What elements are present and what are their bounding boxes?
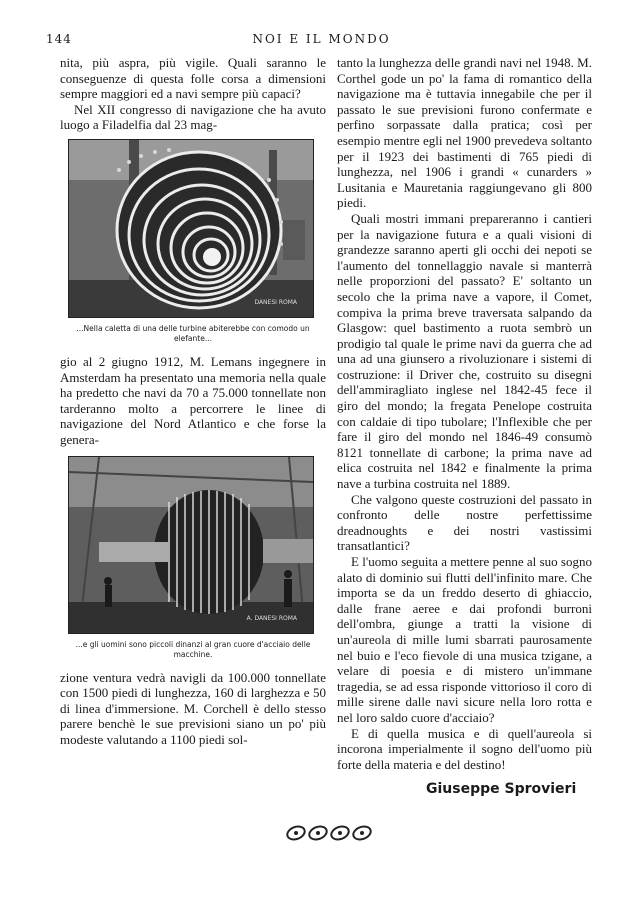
body-paragraph: Quali mostri immani prepareranno i cantieri per la navigazione futura e a quali visioni di grandezze saranno aperti gli occhi dei nepoti se l'aumento del tonnellaggio navale si manterrà nelle proporzioni del passato? E' soltanto un secolo che la prima nave a vapore, il Comet, compiva la prima breve traversata salpando da Glasgow: quel bastimento a ruota sembrò un prodigio tal quale le prime navi da guerra che ad una ad una giunsero a rivoluzionare i sistemi di costruzione: il Driver che, costruito su disegni dell'ammiragliato inglese nel 1842-45 fece il giro del mondo; la fregata Penelope costruita con caldaie di tipo tubolare; l'Inflexible che per fare il giro del mondo nel 1846-49 consumò 8121 tonnellate di carbone; la prima nave ad elica costruita nel 1842 e finalmente la prima nave a turbina costruita nel 1889. <box>337 210 592 492</box>
body-paragraph: tanto la lunghezza delle grandi navi nel 1948. M. Corthel gode un po' la fama di romantico della navigazione ma è tuttavia innegabile che per il passato le sue previsioni furono confermate e perfino sorpassate dalla pratica; così per esempio mentre egli nel 1900 prevedeva soltanto per il 1923 dei bastimenti di 765 piedi di lunghezza, nel 1906 i grandi « cunarders » Lusitania e Mauretania raggiungevano gli 800 piedi. <box>337 55 592 211</box>
photographer-credit: DANESI ROMA <box>254 299 297 307</box>
right-column <box>337 55 592 772</box>
turbine-casing-photo <box>68 139 314 318</box>
body-paragraph: E di quella musica e di quell'aureola si incorona imperialmente il sogno dell'uomo più forte della materia e del destino! <box>337 725 592 772</box>
body-paragraph: Che valgono queste costruzioni del passato in confronto delle nostre perfettissime dreadnoughts e dei nostri vastissimi transatlantici? <box>337 491 592 554</box>
page-header <box>0 14 643 48</box>
body-paragraph: nita, più aspra, più vigile. Quali saranno le conseguenze di questa folle corsa a dimensioni sempre maggiori ed a navi sempre più capaci? <box>60 55 326 102</box>
turbine-rotor-photo <box>68 456 314 634</box>
turbine-casing-illustration <box>69 140 313 317</box>
four-ring-ornament-icon <box>285 822 375 844</box>
author-signature: Giuseppe Sprovieri <box>426 781 577 797</box>
body-paragraph: Nel XII congresso di navigazione che ha avuto luogo a Filadelfia dal 23 mag- <box>60 101 326 133</box>
body-paragraph: E l'uomo seguita a mettere penne al suo sogno alato di dominio sui flutti dell'infinito mare. Che importa se da un freddo deserto di ghiaccio, dalle frane aeree e dai profondi burroni dell'ombra, giunge a tratti la visione di un'aureola di mille lumi sbarrati paurosamente nel buio e l'eco fievole di una musica tzigane, a velare di poesia e di mistero un'immane tragedia, se ad essa risponde vittorioso il coro di mille sirene dalle navi sicure nella loro rotta e nel loro saldo cuore d'acciaio? <box>337 554 592 725</box>
figure-caption: ...Nella caletta di una delle turbine abiterebbe con comodo un elefante... <box>76 323 310 343</box>
photographer-credit: A. DANESI ROMA <box>246 614 297 622</box>
body-paragraph: gio al 2 giugno 1912, M. Lemans ingegnere in Amsterdam ha presentato una memoria nella quale ha predetto che navi da 70 a 75.000 tonnellate non tarderanno molto a percorrere le linee di navigazione del Nord Atlantico e che forse la genera- <box>60 353 326 447</box>
page-number: 144 <box>46 32 72 46</box>
figure-caption: ...e gli uomini sono piccoli dinanzi al gran cuore d'acciaio delle macchine. <box>75 639 311 659</box>
running-title: NOI E IL MONDO <box>252 32 391 46</box>
turbine-rotor-illustration <box>69 457 313 633</box>
body-paragraph: zione ventura vedrà navigli da 100.000 tonnellate con 1500 piedi di lunghezza, 160 di larghezza e 50 di linea d'immersione. M. Corchell è dello stesso parere benchè le sue previsioni siano un po' più modeste valutando a 1100 piedi sol- <box>60 669 326 747</box>
left-column <box>60 55 326 748</box>
